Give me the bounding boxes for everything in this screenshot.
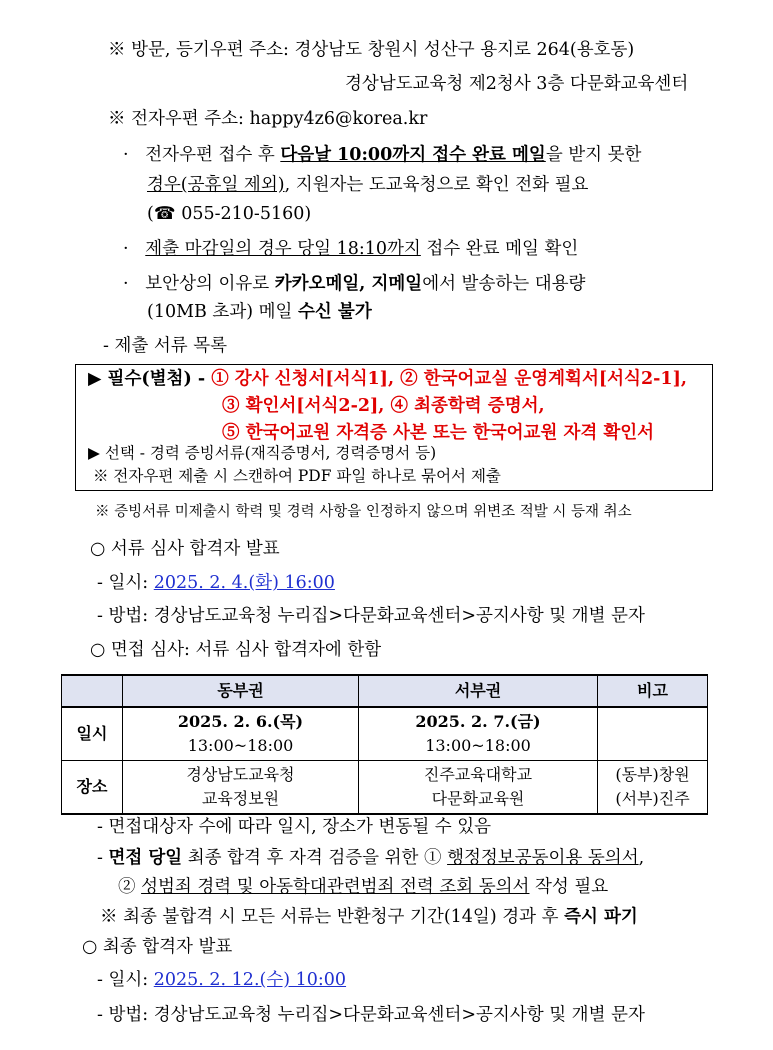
pdf-note: ※ 전자우편 제출 시 스캔하여 PDF 파일 하나로 묶어서 제출 xyxy=(93,467,501,485)
comma: , xyxy=(638,848,645,868)
bullet-1-text: 전자우편 접수 후 xyxy=(145,145,281,165)
bullet-3 xyxy=(123,272,585,296)
required-docs-line2 xyxy=(222,394,545,418)
bullet-1 xyxy=(123,143,641,167)
final-method: - 방법: 경상남도교육청 누리집>다문화교육센터>공지사항 및 개별 문자 xyxy=(97,1005,645,1025)
disposal-text: ※ 최종 불합격 시 모든 서류는 반환청구 기간(14일) 경과 후 xyxy=(100,907,565,927)
note-consent-end: 작성 필요 xyxy=(529,877,609,897)
cell-west-place xyxy=(359,761,598,815)
bullet-1-emphasis: 다음날 10:00까지 접수 완료 메일 xyxy=(280,145,546,165)
east-time: 13:00~18:00 xyxy=(187,736,294,755)
bullet-1-line2-text: , 지원자는 도교육청으로 확인 전화 필요 xyxy=(284,175,589,195)
visit-address-line2: 경상남도교육청 제2청사 3층 다문화교육센터 xyxy=(345,74,689,94)
row-head-datetime: 일시 xyxy=(62,707,123,761)
bullet-3-text-end: 에서 발송하는 대용량 xyxy=(422,274,586,294)
bullet-3-line2-text: (10MB 초과) 메일 xyxy=(147,302,299,322)
email-value[interactable]: happy4z6@korea.kr xyxy=(249,109,428,129)
bullet-dot: · xyxy=(123,145,129,165)
place-note-2: (서부)진주 xyxy=(615,789,690,808)
cell-note-place xyxy=(598,761,708,815)
west-date: 2025. 2. 7.(금) xyxy=(415,712,541,731)
bullet-1-line2 xyxy=(147,173,588,197)
final-date: 2025. 2. 12.(수) 10:00 xyxy=(153,970,347,990)
table-header-east: 동부권 xyxy=(123,675,359,707)
optional-docs: ▶ 선택 - 경력 증빙서류(재직증명서, 경력증명서 등) xyxy=(88,444,437,462)
forgery-warning: ※ 증빙서류 미제출시 학력 및 경력 사항을 인정하지 않으며 위변조 적발 시 등재 취소 xyxy=(95,504,632,520)
east-place-1: 경상남도교육청 xyxy=(186,765,295,784)
doc-result-title: ○ 서류 심사 합격자 발표 xyxy=(90,539,280,559)
cell-west-datetime xyxy=(359,707,598,761)
east-place-2: 교육정보원 xyxy=(201,789,280,808)
email-address-line xyxy=(108,107,427,131)
interview-schedule-table xyxy=(61,674,708,815)
phone-open: ( xyxy=(147,204,154,224)
bullet-2-text: 접수 완료 메일 확인 xyxy=(420,239,579,259)
table-row xyxy=(62,707,708,761)
date-label: - 일시: xyxy=(97,573,154,593)
final-date-line xyxy=(97,968,346,992)
visit-address-line xyxy=(108,38,634,62)
doc-result-method: - 방법: 경상남도교육청 누리집>다문화교육센터>공지사항 및 개별 문자 xyxy=(97,606,645,626)
cell-note-datetime xyxy=(598,707,708,761)
visit-address-line1: 경상남도 창원시 성산구 용지로 264(용호동) xyxy=(294,40,635,60)
note-disposal xyxy=(100,905,638,929)
note-consent-line1 xyxy=(97,846,644,870)
west-place-1: 진주교육대학교 xyxy=(423,765,533,784)
doc-result-date-line xyxy=(97,571,335,595)
table-header-west: 서부권 xyxy=(359,675,598,707)
bullet-dot: · xyxy=(123,239,129,259)
bullet-3-line2-emphasis: 수신 불가 xyxy=(298,302,372,322)
table-row xyxy=(62,761,708,815)
bullet-1-holiday: 경우(공휴일 제외) xyxy=(147,175,285,195)
phone-icon: ☎ xyxy=(153,204,176,224)
email-label: ※ 전자우편 주소: xyxy=(108,109,250,129)
bullet-3-emphasis: 카카오메일, 지메일 xyxy=(274,274,423,294)
bullet-1-text-end: 을 받지 못한 xyxy=(545,145,642,165)
required-label: ▶ 필수(별첨) - xyxy=(88,369,212,389)
docs-heading: - 제출 서류 목록 xyxy=(103,336,228,356)
table-header-note: 비고 xyxy=(598,675,708,707)
phone-line xyxy=(147,202,311,226)
required-items-2: ③ 확인서[서식2-2], ④ 최종학력 증명서, xyxy=(222,396,545,416)
circle-two: ② xyxy=(118,877,142,897)
phone-number: 055-210-5160) xyxy=(175,204,312,224)
row-head-place: 장소 xyxy=(62,761,123,815)
cell-east-place xyxy=(123,761,359,815)
immediate-disposal: 즉시 파기 xyxy=(564,907,638,927)
doc-result-date: 2025. 2. 4.(화) 16:00 xyxy=(153,573,335,593)
bullet-3-text: 보안상의 이유로 xyxy=(145,274,275,294)
required-items-1: ① 강사 신청서[서식1], ② 한국어교실 운영계획서[서식2-1], xyxy=(211,369,687,389)
note-consent-text: 최종 합격 후 자격 검증을 위한 ① xyxy=(182,848,448,868)
east-date: 2025. 2. 6.(목) xyxy=(177,712,304,731)
required-items-3: ⑤ 한국어교원 자격증 사본 또는 한국어교원 자격 확인서 xyxy=(222,423,655,443)
interview-day: 면접 당일 xyxy=(108,848,183,868)
bullet-dot: · xyxy=(123,274,129,294)
bullet-3-line2 xyxy=(147,300,372,324)
note-change: - 면접대상자 수에 따라 일시, 장소가 변동될 수 있음 xyxy=(97,817,492,837)
note-consent-line2 xyxy=(118,875,608,899)
bullet-2 xyxy=(123,237,578,261)
admin-consent-form: 행정정보공동이용 동의서 xyxy=(447,848,639,868)
final-result-title: ○ 최종 합격자 발표 xyxy=(82,937,233,957)
west-place-2: 다문화교육원 xyxy=(431,789,525,808)
dash: - xyxy=(97,848,109,868)
crime-check-form: 성범죄 경력 및 아동학대관련범죄 전력 조회 동의서 xyxy=(141,877,530,897)
cell-east-datetime xyxy=(123,707,359,761)
bullet-2-deadline: 제출 마감일의 경우 당일 18:10까지 xyxy=(145,239,421,259)
required-docs-line1 xyxy=(88,367,687,391)
place-note-1: (동부)창원 xyxy=(615,765,690,784)
west-time: 13:00~18:00 xyxy=(425,736,531,755)
visit-address-label: ※ 방문, 등기우편 주소: xyxy=(108,40,295,60)
date-label: - 일시: xyxy=(97,970,154,990)
table-header-blank xyxy=(62,675,123,707)
table-header-row xyxy=(62,675,708,707)
interview-title: ○ 면접 심사: 서류 심사 합격자에 한함 xyxy=(90,640,382,660)
